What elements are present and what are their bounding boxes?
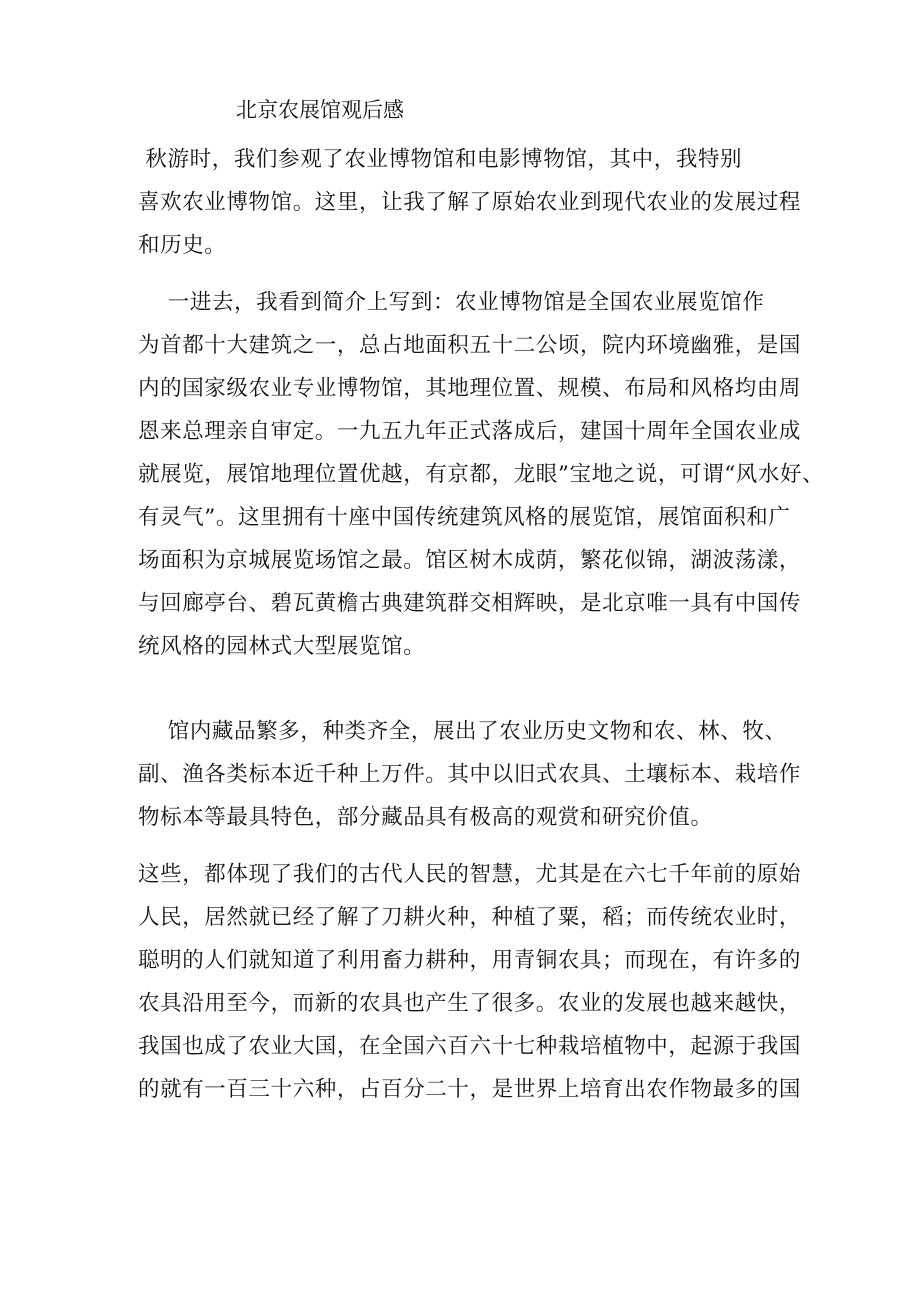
text-line: 为首都十大建筑之一，总占地面积五十二公顷，院内环境幽雅，是国 <box>138 333 802 358</box>
text-line: 一进去，我看到简介上写到：农业博物馆是全国农业展览馆作 <box>138 290 765 315</box>
text-line: 场面积为京城展览场馆之最。馆区树木成荫，繁花似锦，湖波荡漾， <box>138 548 802 573</box>
text-line: 统风格的园林式大型展览馆。 <box>138 634 426 659</box>
text-line: 人民，居然就已经了解了刀耕火种，种植了粟，稻；而传统农业时， <box>138 905 802 930</box>
text-line: 农具沿用至今，而新的农具也产生了很多。农业的发展也越来越快， <box>138 991 802 1016</box>
text-line: 聪明的人们就知道了利用畜力耕种，用青铜农具；而现在，有许多的 <box>138 948 802 973</box>
text-line: 和历史。 <box>138 233 227 258</box>
text-line: 这些，都体现了我们的古代人民的智慧，尤其是在六七千年前的原始 <box>138 862 802 887</box>
text-line: 馆内藏品繁多，种类齐全，展出了农业历史文物和农、林、牧、 <box>138 719 787 744</box>
text-line: 副、渔各类标本近千种上万件。其中以旧式农具、土壤标本、栽培作 <box>138 762 802 787</box>
paragraph-2 <box>138 281 825 668</box>
paragraph-1 <box>138 138 802 267</box>
paragraph-3 <box>138 710 802 839</box>
text-line: 物标本等最具特色，部分藏品具有极高的观赏和研究价值。 <box>138 805 713 830</box>
text-line: 恩来总理亲自审定。一九五九年正式落成后，建国十周年全国农业成 <box>138 419 802 444</box>
text-line: 的就有一百三十六种，占百分二十，是世界上培育出农作物最多的国 <box>138 1077 802 1102</box>
text-line: 就展览，展馆地理位置优越，有京都，龙眼”宝地之说，可谓“风水好、 <box>138 462 825 487</box>
document-title: 北京农展馆观后感 <box>236 98 404 122</box>
text-line: 与回廊亭台、碧瓦黄檐古典建筑群交相辉映，是北京唯一具有中国传 <box>138 591 802 616</box>
paragraph-4 <box>138 853 802 1111</box>
text-line: 秋游时，我们参观了农业博物馆和电影博物馆，其中，我特别 <box>138 147 743 172</box>
text-line: 喜欢农业博物馆。这里，让我了解了原始农业到现代农业的发展过程 <box>138 190 802 215</box>
text-line: 我国也成了农业大国，在全国六百六十七种栽培植物中，起源于我国 <box>138 1034 802 1059</box>
text-line: 内的国家级农业专业博物馆，其地理位置、规模、布局和风格均由周 <box>138 376 802 401</box>
text-line: 有灵气”。这里拥有十座中国传统建筑风格的展览馆，展馆面积和广 <box>138 505 791 530</box>
